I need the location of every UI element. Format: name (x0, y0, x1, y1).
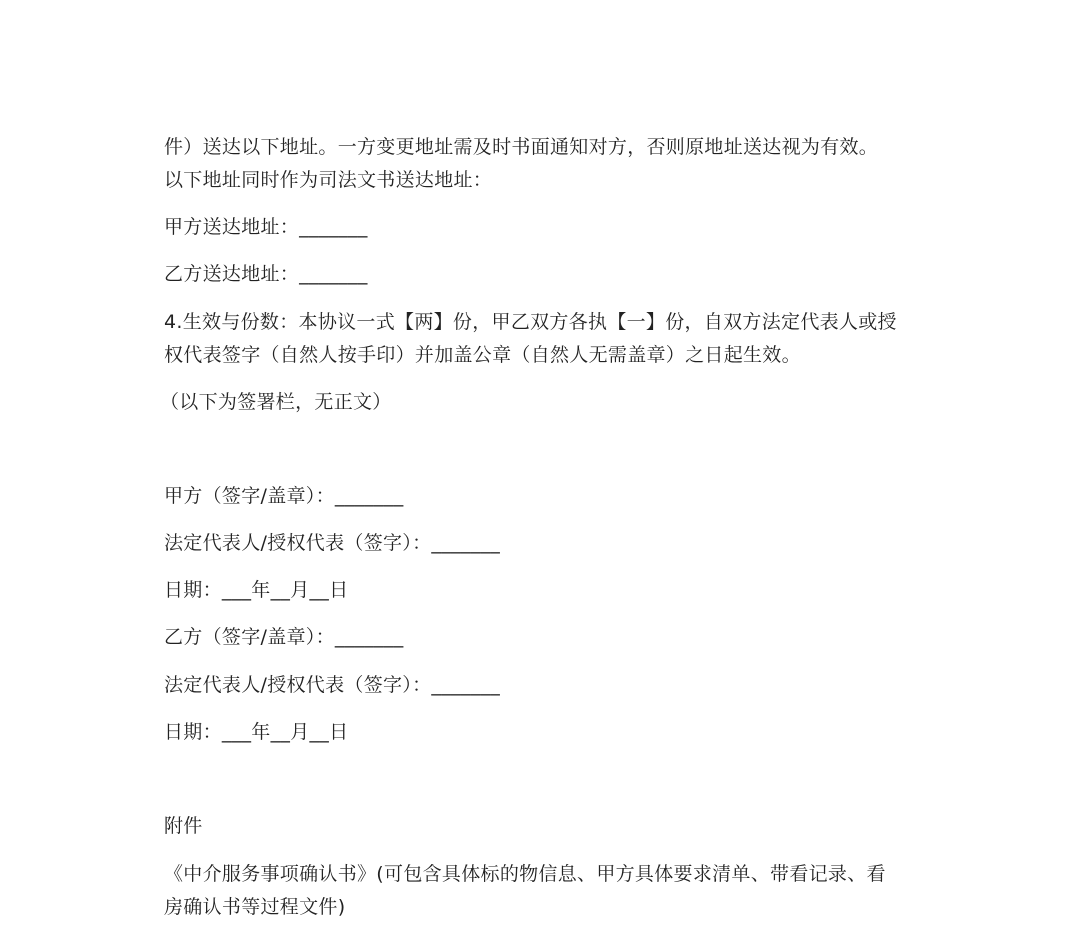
attachment-line-1: 《中介服务事项确认书》(可包含具体标的物信息、甲方具体要求清单、带看记录、看 (164, 863, 886, 885)
attachment-heading: 附件 (164, 815, 203, 837)
party-a-date: 日期：___年__月__日 (164, 579, 349, 601)
party-a-representative: 法定代表人/授权代表（签字）：_______ (164, 532, 501, 554)
party-a-address: 甲方送达地址：_______ (164, 216, 368, 238)
party-b-signature: 乙方（签字/盖章）：_______ (164, 626, 404, 648)
delivery-text-line-2: 以下地址同时作为司法文书送达地址： (164, 169, 493, 191)
signature-note: （以下为签署栏，无正文） (160, 391, 392, 413)
clause-4-line-1: 4.生效与份数：本协议一式【两】份，甲乙双方各执【一】份，自双方法定代表人或授 (164, 311, 897, 333)
party-b-date: 日期：___年__月__日 (164, 721, 349, 743)
party-b-address: 乙方送达地址：_______ (164, 263, 368, 285)
clause-4-line-2: 权代表签字（自然人按手印）并加盖公章（自然人无需盖章）之日起生效。 (164, 344, 801, 366)
party-a-signature: 甲方（签字/盖章）：_______ (164, 485, 404, 507)
attachment-line-2: 房确认书等过程文件) (164, 896, 346, 918)
delivery-text-line-1: 件）送达以下地址。一方变更地址需及时书面通知对方，否则原地址送达视为有效。 (164, 136, 879, 158)
party-b-representative: 法定代表人/授权代表（签字）：_______ (164, 674, 501, 696)
